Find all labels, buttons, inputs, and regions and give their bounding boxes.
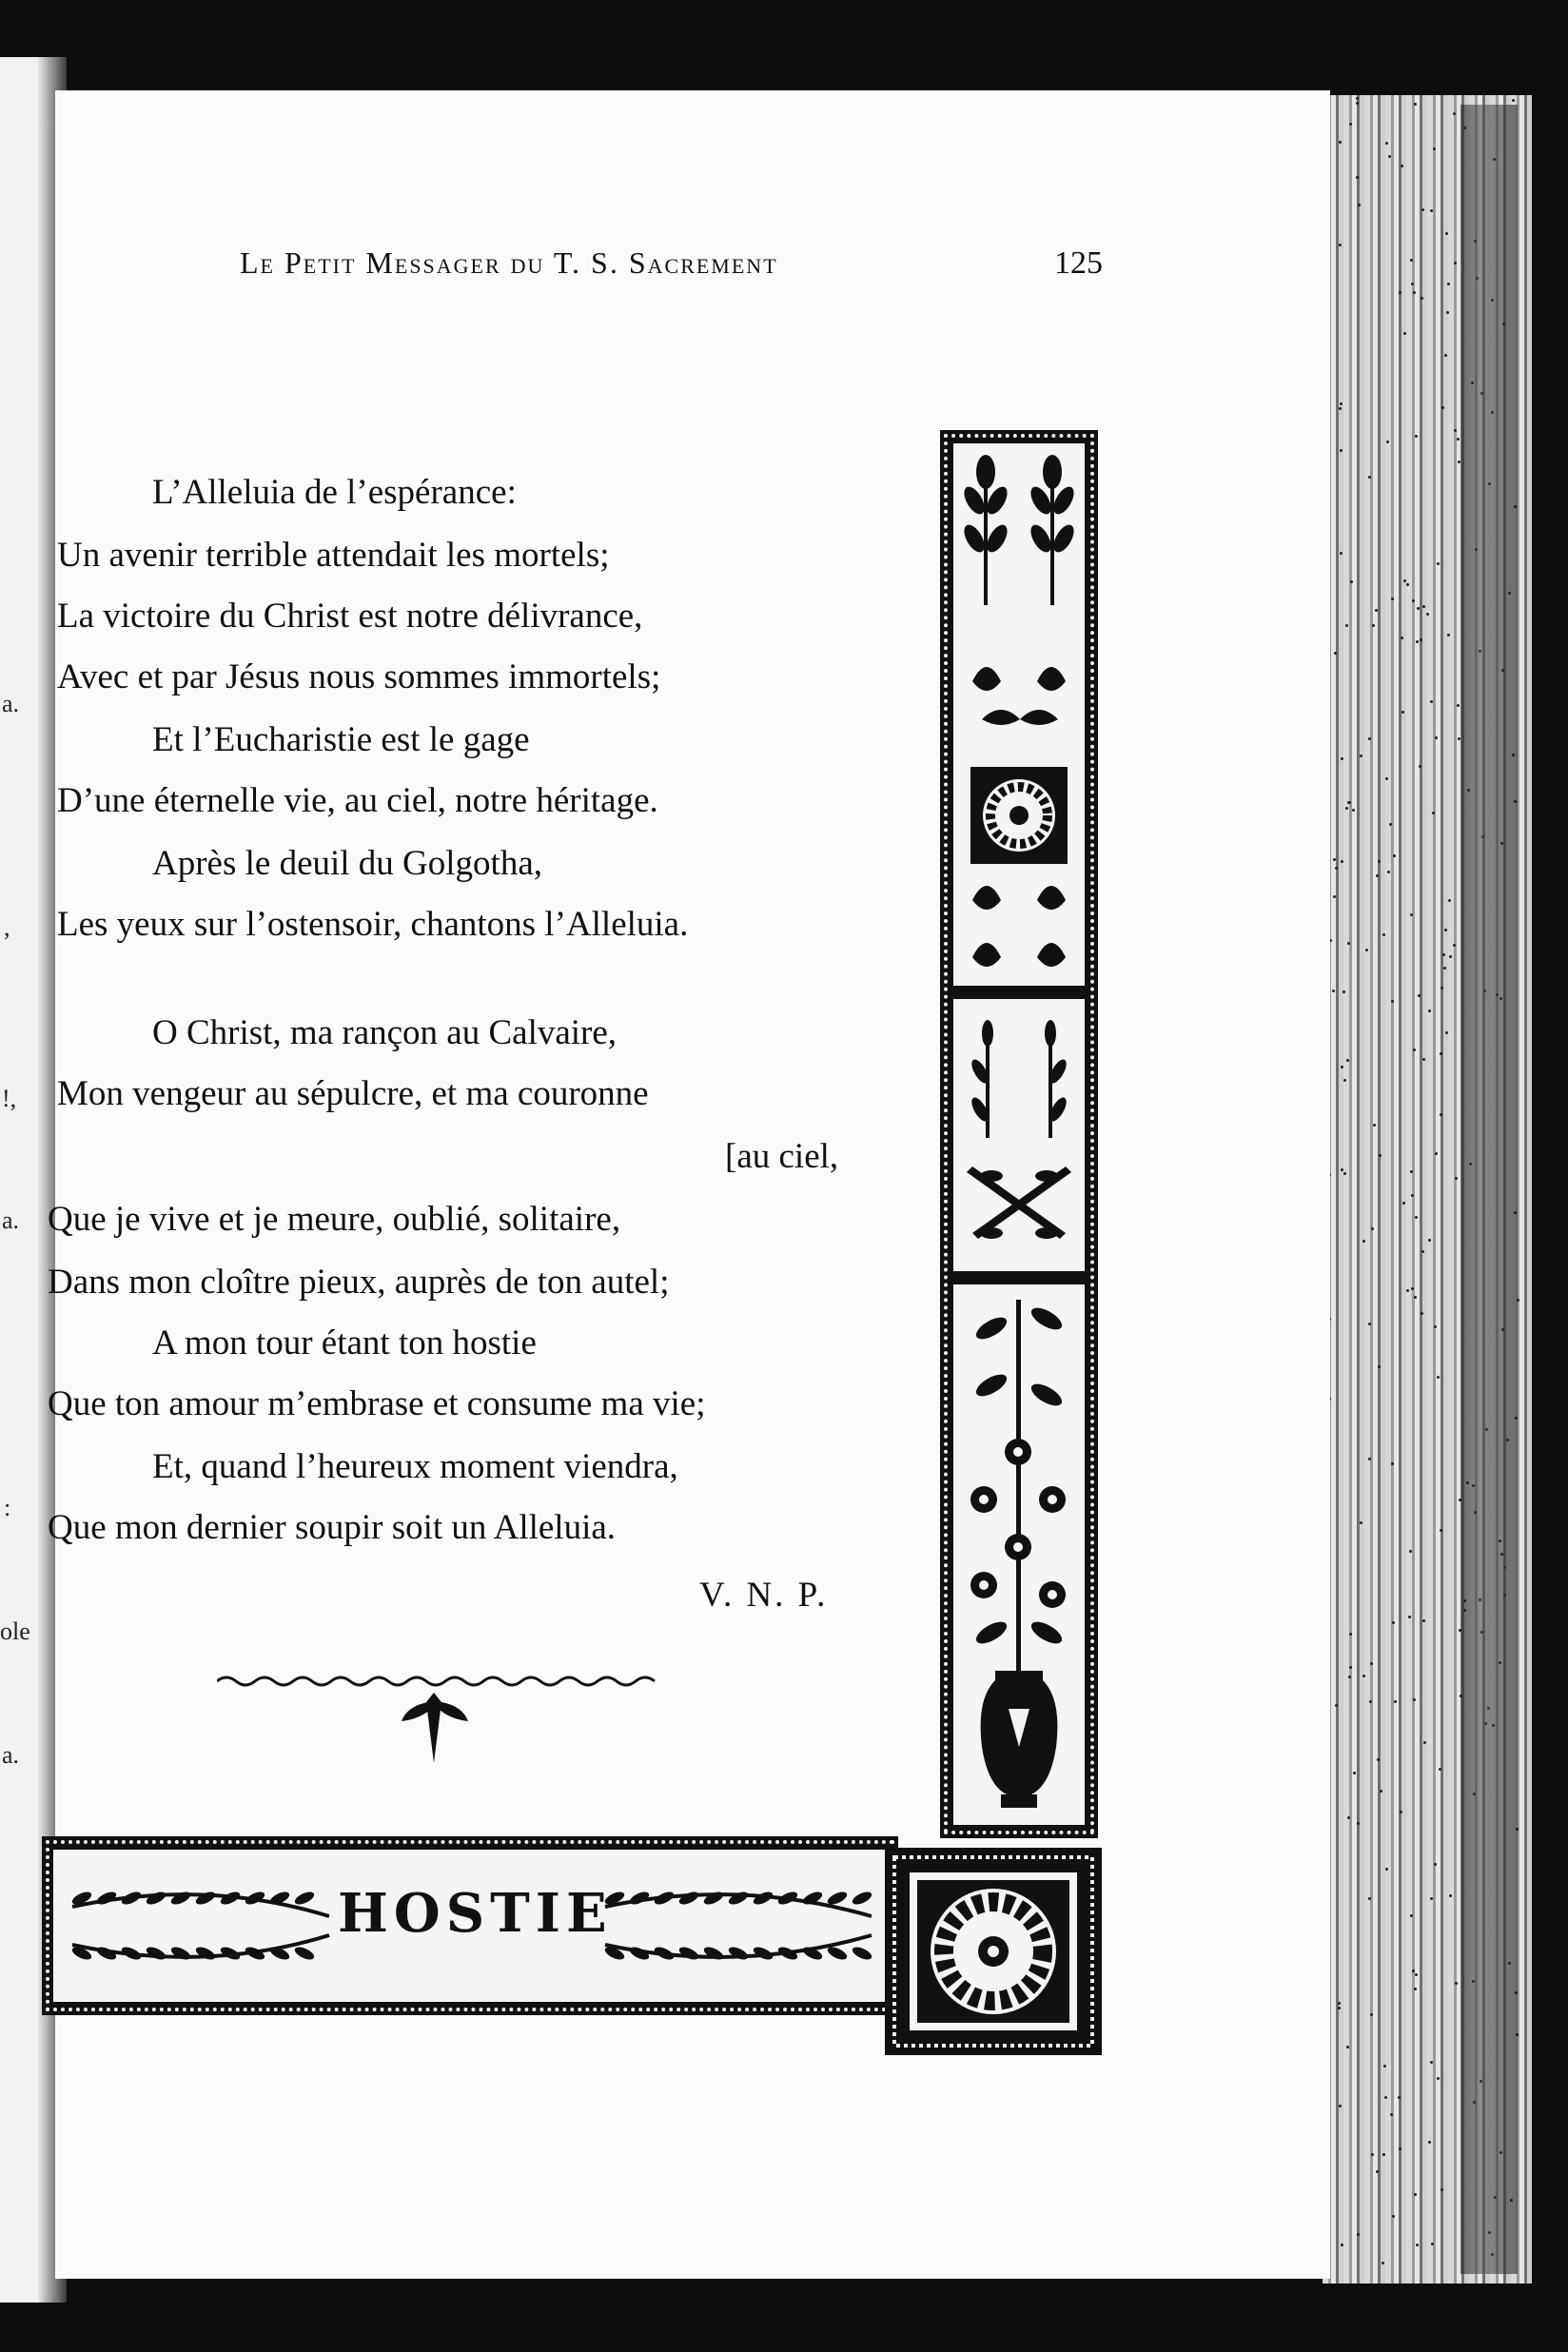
- left-fragment: ole: [0, 1617, 30, 1645]
- left-fragment: a.: [2, 690, 20, 717]
- poem-line: Que ton amour m’embrase et consume ma vie;: [48, 1384, 706, 1423]
- left-fragment: a.: [2, 1741, 20, 1769]
- poem: [0, 0, 951, 1903]
- floral-ornament: [953, 443, 1085, 1825]
- decorative-border-vertical: [940, 430, 1098, 1838]
- banner-title: HOSTIE: [338, 1882, 613, 1945]
- poem-line: [au ciel,: [725, 1137, 839, 1176]
- poem-line: Que je vive et je meure, oublié, solitaire,: [48, 1200, 621, 1239]
- poem-line: Mon vengeur au sépulcre, et ma couronne: [57, 1074, 649, 1113]
- running-title: Le Petit Messager du T. S. Sacrement: [240, 245, 778, 280]
- left-fragment: :: [4, 1494, 11, 1521]
- poem-signature: V. N. P.: [699, 1576, 829, 1615]
- poem-line: Après le deuil du Golgotha,: [152, 844, 542, 883]
- poem-line: Et, quand l’heureux moment viendra,: [152, 1447, 678, 1486]
- corner-rosette: [885, 1848, 1102, 2055]
- fleuron-divider: [217, 1670, 664, 1774]
- page-edges-shadow: [1460, 105, 1518, 2274]
- poem-line: Et l’Eucharistie est le gage: [152, 720, 530, 759]
- border-panel: [953, 443, 1085, 1825]
- poem-line: L’Alleluia de l’espérance:: [152, 473, 517, 512]
- left-fragment: ,: [4, 913, 10, 941]
- page-number: 125: [1054, 245, 1103, 281]
- poem-line: A mon tour étant ton hostie: [152, 1323, 537, 1362]
- rosette-icon: [885, 1848, 1102, 2055]
- left-fragment: a.: [2, 1206, 20, 1234]
- poem-line: Avec et par Jésus nous sommes immortels;: [57, 657, 661, 696]
- left-fragment: !,: [2, 1085, 17, 1112]
- poem-line: La victoire du Christ est notre délivrance,: [57, 597, 643, 636]
- poem-line: Que mon dernier soupir soit un Alleluia.: [48, 1508, 617, 1547]
- poem-line: O Christ, ma rançon au Calvaire,: [152, 1013, 617, 1052]
- poem-line: Dans mon cloître pieux, auprès de ton autel;: [48, 1263, 670, 1302]
- poem-line: Les yeux sur l’ostensoir, chantons l’Alleluia.: [57, 905, 689, 944]
- poem-line: Un avenir terrible attendait les mortels;: [57, 536, 610, 575]
- poem-line: D’une éternelle vie, au ciel, notre héritage.: [57, 781, 658, 820]
